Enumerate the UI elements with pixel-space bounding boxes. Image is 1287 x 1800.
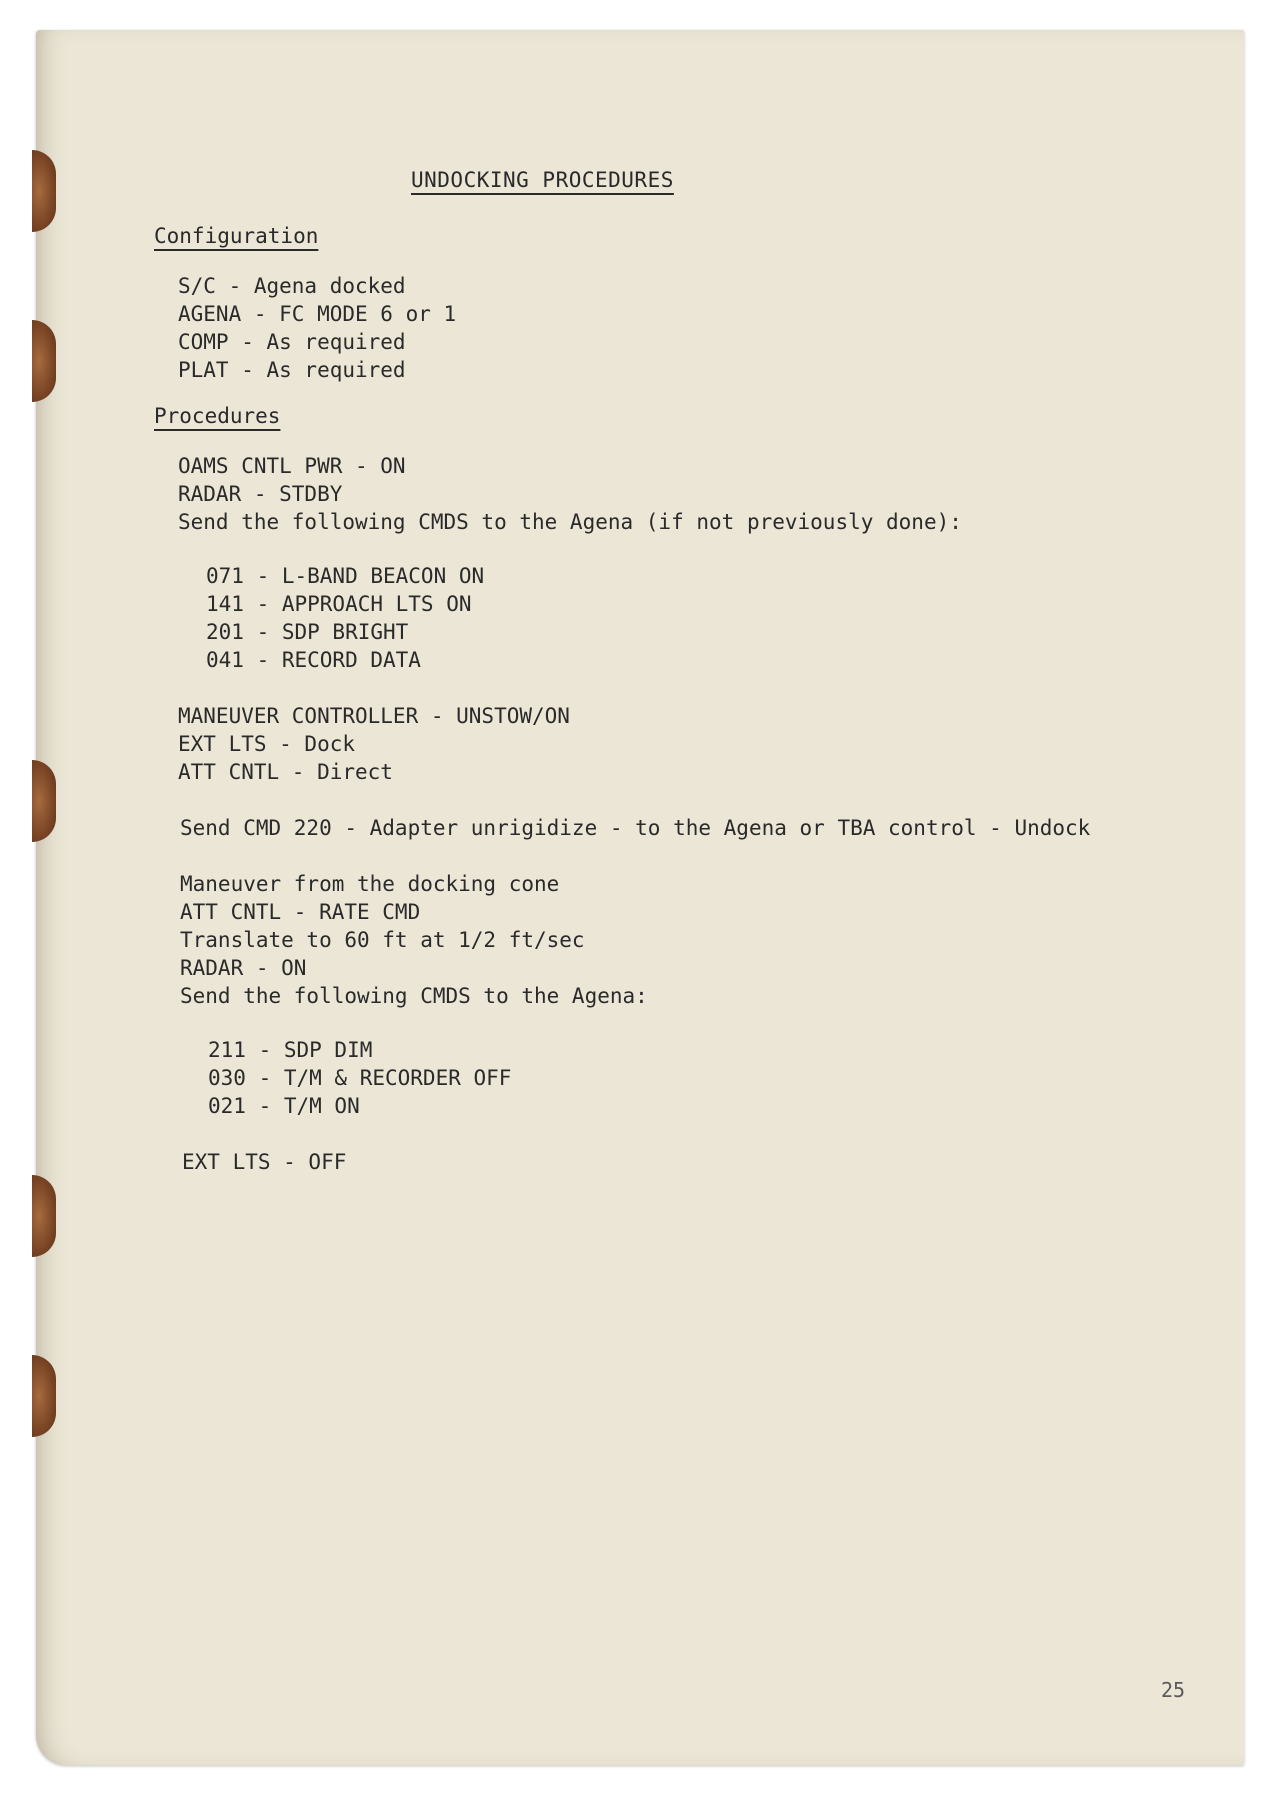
procedure-line: RADAR - ON [180, 956, 307, 980]
command-line: 141 - APPROACH LTS ON [206, 592, 472, 616]
configuration-heading: Configuration [154, 224, 319, 248]
procedure-line: RADAR - STDBY [178, 482, 343, 506]
command-line: 030 - T/M & RECORDER OFF [208, 1066, 512, 1090]
config-line: PLAT - As required [178, 358, 406, 382]
binder-hole [32, 150, 56, 232]
procedure-line: OAMS CNTL PWR - ON [178, 454, 406, 478]
binder-hole [32, 1355, 56, 1437]
page-number: 25 [1161, 1678, 1186, 1702]
config-line: AGENA - FC MODE 6 or 1 [178, 302, 457, 326]
procedure-line: Send the following CMDS to the Agena (if not previously done): [178, 510, 962, 534]
command-line: 041 - RECORD DATA [206, 648, 421, 672]
procedure-line: ATT CNTL - Direct [178, 760, 393, 784]
config-line: COMP - As required [178, 330, 406, 354]
page-title: UNDOCKING PROCEDURES [411, 168, 674, 192]
procedure-line: EXT LTS - Dock [178, 732, 356, 756]
binder-hole [32, 760, 56, 842]
command-line: 071 - L-BAND BEACON ON [206, 564, 485, 588]
document-page [36, 30, 1244, 1765]
procedure-line: Send CMD 220 - Adapter unrigidize - to the Agena or TBA control - Undock [180, 816, 1091, 840]
binder-hole [32, 320, 56, 402]
procedure-line: Translate to 60 ft at 1/2 ft/sec [180, 928, 585, 952]
procedure-line: Maneuver from the docking cone [180, 872, 560, 896]
procedure-line: MANEUVER CONTROLLER - UNSTOW/ON [178, 704, 570, 728]
command-line: 211 - SDP DIM [208, 1038, 373, 1062]
procedure-line: EXT LTS - OFF [182, 1150, 347, 1174]
binder-hole [32, 1175, 56, 1257]
command-line: 021 - T/M ON [208, 1094, 360, 1118]
procedure-line: Send the following CMDS to the Agena: [180, 984, 648, 1008]
config-line: S/C - Agena docked [178, 274, 406, 298]
procedure-line: ATT CNTL - RATE CMD [180, 900, 421, 924]
procedures-heading: Procedures [154, 404, 281, 428]
command-line: 201 - SDP BRIGHT [206, 620, 409, 644]
